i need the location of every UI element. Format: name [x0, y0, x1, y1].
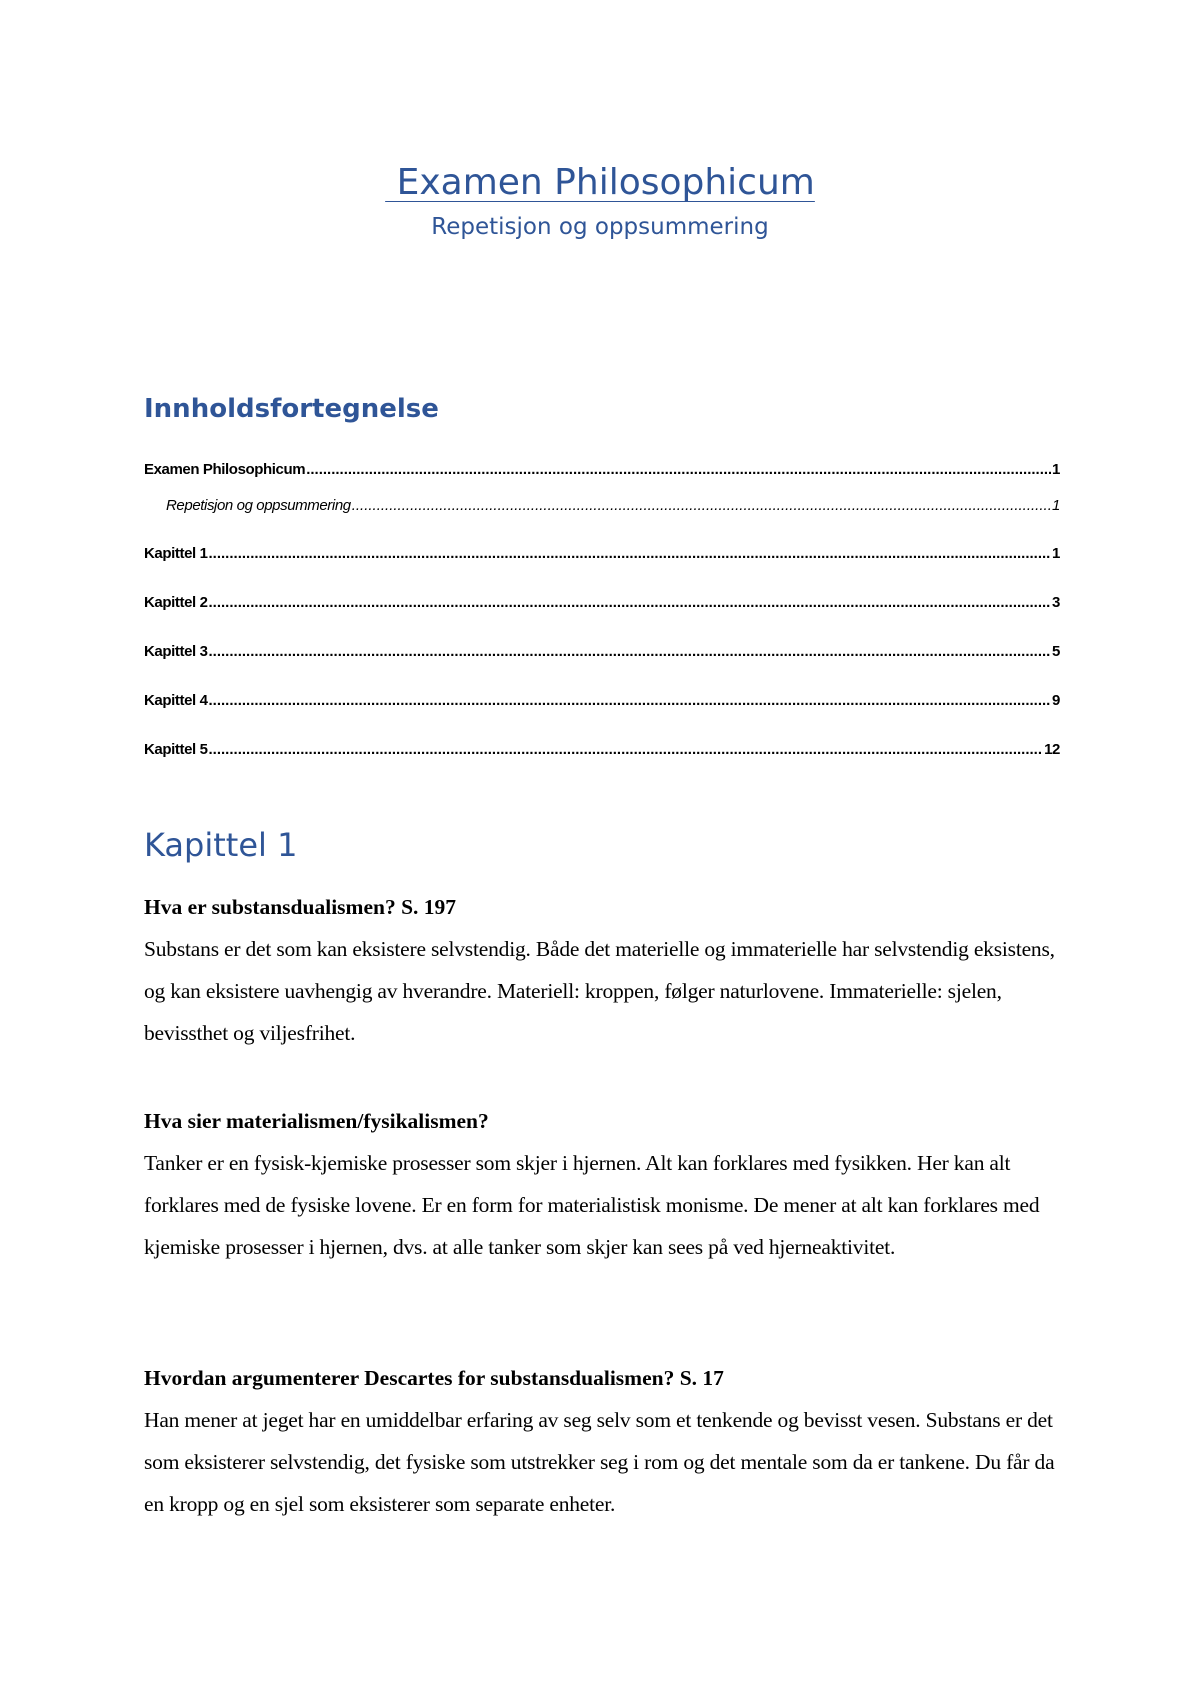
qa-section — [144, 1357, 1060, 1525]
toc-entry-examen-philosophicum[interactable] — [144, 461, 1060, 483]
answer-paragraph: Substans er det som kan eksistere selvstendig. Både det materielle og immaterielle har selvstendig eksistens, og kan eksistere uavhengig av hverandre. Materiell: kroppen, følger naturlovene. Immaterielle: sjelen, bevissthet og viljesfrihet. — [144, 937, 1055, 1045]
qa-section — [144, 1100, 1060, 1268]
toc-entry-page: 9 — [1052, 692, 1060, 709]
question-heading: Hvordan argumenterer Descartes for substansdualismen? S. 17 — [144, 1366, 724, 1390]
question-heading: Hva er substansdualismen? S. 197 — [144, 895, 457, 919]
toc-entry-label: Kapittel 1 — [144, 545, 208, 562]
answer-paragraph: Han mener at jeget har en umiddelbar erfaring av seg selv som et tenkende og bevisst vesen. Substans er det som eksisterer selvstendig, det fysiske som utstrekker seg i rom og det mentale som da er tankene. Du får da en kropp og en sjel som eksisterer som separate enheter. — [144, 1408, 1055, 1516]
toc-leader-dots — [209, 741, 1044, 758]
toc-leader-dots — [352, 497, 1051, 514]
toc-entry-page: 1 — [1052, 461, 1060, 478]
toc-leader-dots — [209, 643, 1052, 660]
toc-entry-kapittel-3[interactable] — [144, 643, 1060, 665]
document-title: Examen Philosophicum — [385, 162, 815, 203]
toc-entry-label: Kapittel 4 — [144, 692, 208, 709]
toc-entry-kapittel-5[interactable] — [144, 741, 1060, 763]
document-subtitle: Repetisjon og oppsummering — [431, 214, 769, 240]
toc-entry-label: Repetisjon og oppsummering — [166, 497, 351, 514]
toc-entry-kapittel-1[interactable] — [144, 545, 1060, 567]
toc-entry-page: 1 — [1052, 545, 1060, 562]
toc-leader-dots — [306, 461, 1051, 478]
toc-leader-dots — [209, 545, 1052, 562]
toc-entry-page: 1 — [1052, 497, 1060, 514]
toc-entry-label: Kapittel 2 — [144, 594, 208, 611]
chapter-heading: Kapittel 1 — [144, 826, 298, 864]
toc-entry-page: 12 — [1044, 741, 1060, 758]
qa-section — [144, 886, 1060, 1054]
toc-leader-dots — [209, 692, 1052, 709]
toc-entry-label: Kapittel 3 — [144, 643, 208, 660]
answer-paragraph: Tanker er en fysisk-kjemiske prosesser som skjer i hjernen. Alt kan forklares med fysikken. Her kan alt forklares med de fysiske lovene. Er en form for materialistisk monisme. De mener at alt kan forklares med kjemiske prosesser i hjernen, dvs. at alle tanker som skjer kan sees på ved hjerneaktivitet. — [144, 1151, 1040, 1259]
toc-heading: Innholdsfortegnelse — [144, 394, 439, 424]
question-heading: Hva sier materialismen/fysikalismen? — [144, 1109, 489, 1133]
toc-entry-kapittel-2[interactable] — [144, 594, 1060, 616]
toc-entry-kapittel-4[interactable] — [144, 692, 1060, 714]
toc-leader-dots — [209, 594, 1052, 611]
toc-entry-repetisjon[interactable] — [166, 497, 1060, 519]
toc-entry-page: 3 — [1052, 594, 1060, 611]
toc-entry-label: Kapittel 5 — [144, 741, 208, 758]
toc-entry-label: Examen Philosophicum — [144, 461, 306, 478]
toc-entry-page: 5 — [1052, 643, 1060, 660]
